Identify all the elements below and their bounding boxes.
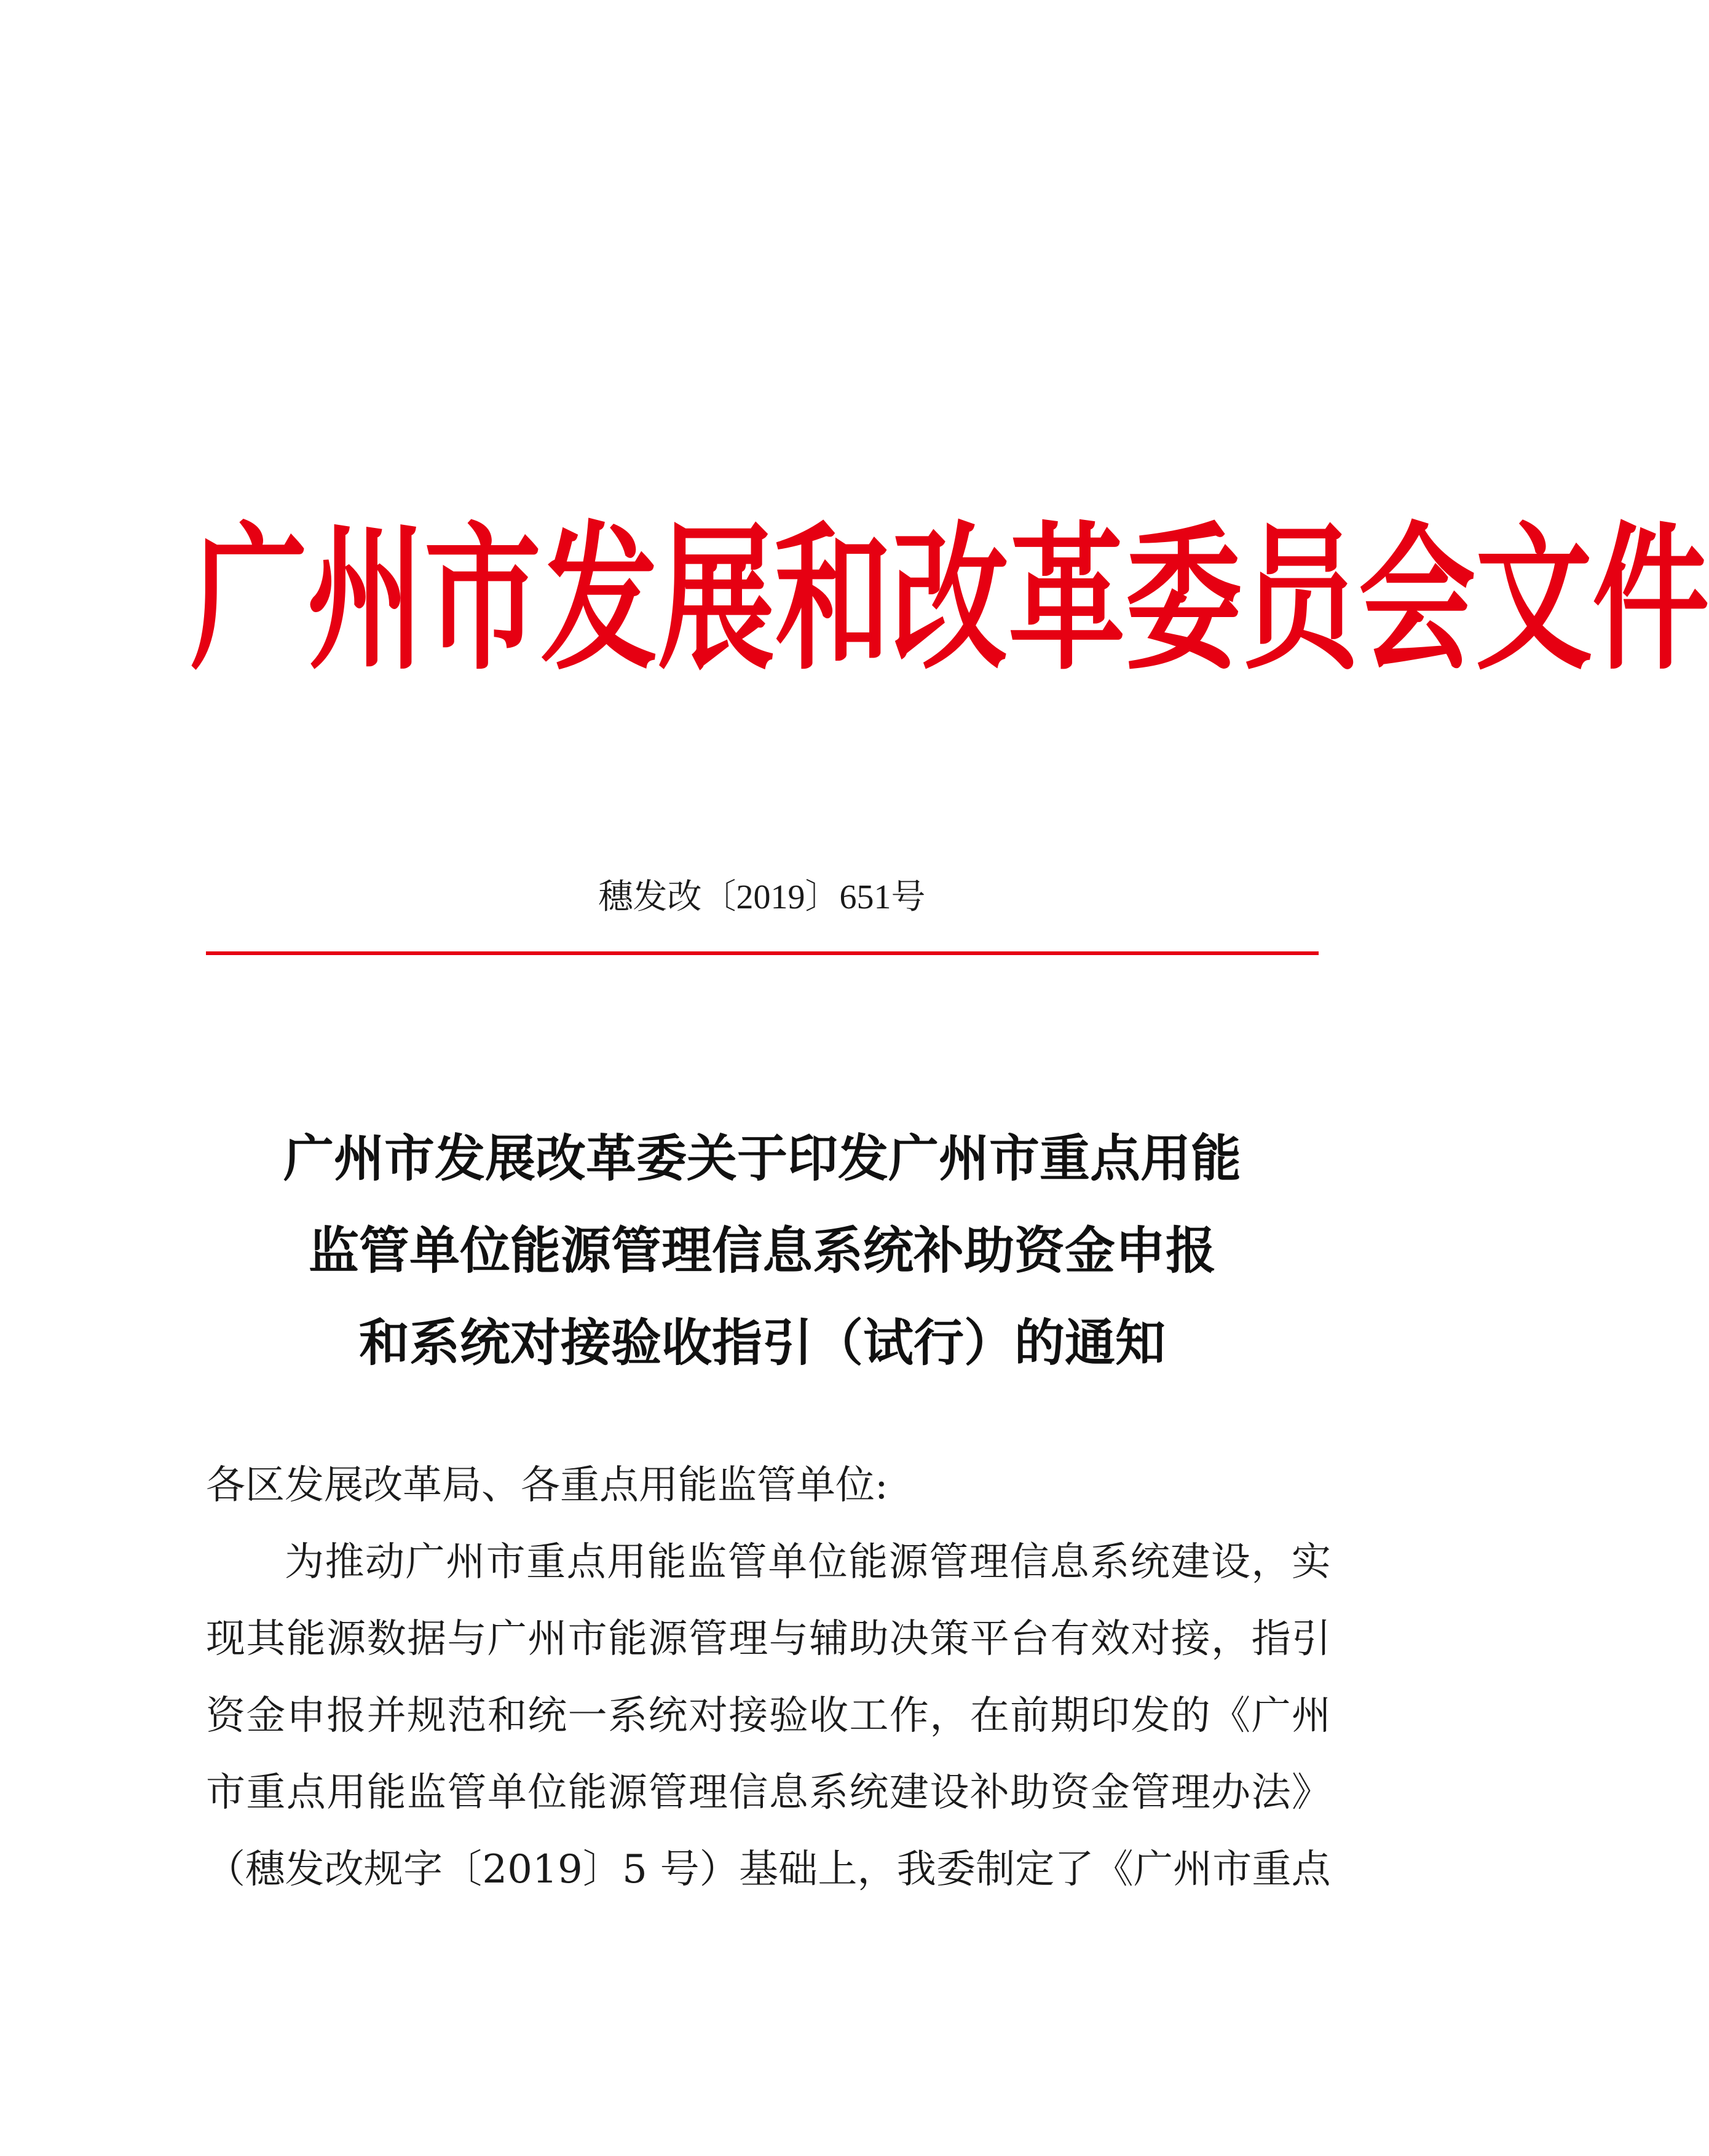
body-char: 建 xyxy=(889,1770,929,1816)
body-char: 范 xyxy=(447,1693,487,1739)
body-char: 与 xyxy=(447,1616,487,1662)
body-char: 州 xyxy=(527,1616,567,1662)
body-char: 助 xyxy=(1010,1770,1050,1816)
body-char: 穗 xyxy=(245,1847,285,1892)
body-char: 统 xyxy=(527,1693,567,1739)
body-char: 州 xyxy=(1173,1847,1212,1892)
body-char: 发 xyxy=(1131,1693,1170,1739)
notice-title-line: 广州市发展改革委关于印发广州市重点用能 xyxy=(283,1129,1241,1188)
body-char xyxy=(647,1831,660,1908)
body-char: 《 xyxy=(1211,1693,1251,1739)
body-char: 理 xyxy=(1170,1770,1210,1816)
body-char: 资 xyxy=(1050,1770,1090,1816)
body-char: 其 xyxy=(246,1616,286,1662)
body-char: 数 xyxy=(366,1616,406,1662)
document-body xyxy=(206,1447,1331,1908)
body-char: 位 xyxy=(808,1540,848,1585)
body-char: 广 xyxy=(487,1616,527,1662)
masthead-char: 广 xyxy=(191,506,308,691)
body-char: 《 xyxy=(1094,1847,1134,1892)
document-number: 穗发改〔2019〕651号 xyxy=(598,878,926,916)
body-char: 信 xyxy=(1009,1540,1049,1585)
body-char: 广 xyxy=(405,1540,445,1585)
body-char: 系 xyxy=(809,1770,849,1816)
body-char: 源 xyxy=(888,1540,928,1585)
body-char: 印 xyxy=(1090,1693,1130,1739)
body-char: 一 xyxy=(567,1693,607,1739)
masthead-char: 发 xyxy=(541,506,658,691)
masthead-char: 委 xyxy=(1125,506,1242,691)
body-char: 发 xyxy=(285,1847,325,1892)
body-char: 助 xyxy=(849,1616,889,1662)
body-char: 前 xyxy=(1010,1693,1050,1739)
paragraph-line xyxy=(206,1601,1331,1678)
body-char: 金 xyxy=(246,1693,286,1739)
body-char: 源 xyxy=(648,1616,688,1662)
body-char: 点 xyxy=(286,1770,326,1816)
body-char: 上 xyxy=(818,1847,858,1892)
notice-title-line: 和系统对接验收指引（试行）的通知 xyxy=(358,1313,1166,1372)
masthead-title xyxy=(191,506,1709,691)
salutation: 各区发展改革局、各重点用能监管单位: xyxy=(206,1463,888,1508)
body-char: 设 xyxy=(1210,1540,1250,1585)
body-char: 法 xyxy=(1251,1770,1291,1816)
body-char: 源 xyxy=(326,1616,366,1662)
body-char: 2 xyxy=(482,1847,508,1892)
body-char: 报 xyxy=(326,1693,366,1739)
body-char: 能 xyxy=(608,1616,648,1662)
body-char: 制 xyxy=(976,1847,1016,1892)
body-char: 〕 xyxy=(582,1847,622,1892)
body-char: 为 xyxy=(285,1540,324,1585)
body-char: 规 xyxy=(407,1693,447,1739)
body-char: 管 xyxy=(447,1770,487,1816)
masthead-char: 文 xyxy=(1475,506,1593,691)
body-char: 能 xyxy=(567,1770,607,1816)
body-char: 点 xyxy=(1291,1847,1331,1892)
body-char: 市 xyxy=(486,1540,526,1585)
body-char: 我 xyxy=(896,1847,936,1892)
body-char: 建 xyxy=(1170,1540,1210,1585)
body-char: 字 xyxy=(403,1847,443,1892)
body-char: 号 xyxy=(660,1847,700,1892)
body-char: ， xyxy=(857,1847,897,1892)
masthead-char: 州 xyxy=(307,506,425,691)
body-char: 了 xyxy=(1054,1847,1094,1892)
body-char: 实 xyxy=(1291,1540,1331,1585)
body-char: 办 xyxy=(1211,1770,1251,1816)
body-char: 广 xyxy=(1133,1847,1173,1892)
body-char: 补 xyxy=(969,1770,1009,1816)
body-char: 重 xyxy=(1252,1847,1292,1892)
body-char: 接 xyxy=(728,1693,768,1739)
body-char: 〔 xyxy=(443,1847,483,1892)
body-char: 市 xyxy=(206,1770,245,1816)
body-char: 规 xyxy=(363,1847,403,1892)
body-char: 息 xyxy=(1049,1540,1089,1585)
body-char: 现 xyxy=(206,1616,245,1662)
body-char: 决 xyxy=(889,1616,929,1662)
body-char: 信 xyxy=(728,1770,768,1816)
body-char: 平 xyxy=(969,1616,1009,1662)
body-char: 统 xyxy=(648,1693,688,1739)
body-char: 系 xyxy=(1090,1540,1130,1585)
body-char: ） xyxy=(699,1847,739,1892)
body-char: 管 xyxy=(1131,1770,1170,1816)
body-char: 辅 xyxy=(809,1616,849,1662)
body-char: 0 xyxy=(507,1847,532,1892)
body-char: 监 xyxy=(407,1770,447,1816)
body-char: 基 xyxy=(738,1847,778,1892)
body-char: 推 xyxy=(325,1540,365,1585)
masthead-char: 改 xyxy=(891,506,1009,691)
body-char: 5 xyxy=(622,1847,647,1892)
body-char: 单 xyxy=(487,1770,527,1816)
body-char: 》 xyxy=(1291,1770,1331,1816)
body-char: 点 xyxy=(566,1540,606,1585)
body-char: 有 xyxy=(1050,1616,1090,1662)
body-char: 资 xyxy=(206,1693,245,1739)
body-char: 委 xyxy=(936,1847,976,1892)
body-char: 位 xyxy=(527,1770,567,1816)
body-char: 和 xyxy=(487,1693,527,1739)
body-char: 指 xyxy=(1251,1616,1291,1662)
masthead-char: 员 xyxy=(1242,506,1359,691)
body-char: 能 xyxy=(366,1770,406,1816)
body-char: 收 xyxy=(809,1693,849,1739)
body-char: 理 xyxy=(688,1770,728,1816)
body-char: ， xyxy=(929,1693,969,1739)
body-char: 9 xyxy=(558,1847,583,1892)
body-char: 在 xyxy=(969,1693,1009,1739)
masthead-char: 革 xyxy=(1008,506,1126,691)
body-char: 效 xyxy=(1090,1616,1130,1662)
body-char: 申 xyxy=(286,1693,326,1739)
body-char: 台 xyxy=(1010,1616,1050,1662)
body-char: 重 xyxy=(526,1540,566,1585)
body-char: 期 xyxy=(1050,1693,1090,1739)
paragraph-line xyxy=(206,1831,1331,1908)
body-char: 市 xyxy=(567,1616,607,1662)
paragraph-line xyxy=(206,1524,1331,1601)
body-char: 验 xyxy=(768,1693,808,1739)
notice-title xyxy=(184,1112,1340,1389)
body-char: 定 xyxy=(1015,1847,1055,1892)
body-char: 管 xyxy=(727,1540,767,1585)
body-char: 与 xyxy=(768,1616,808,1662)
body-char: 对 xyxy=(1131,1616,1170,1662)
body-char: 能 xyxy=(647,1540,687,1585)
masthead-char: 件 xyxy=(1592,506,1709,691)
body-char: 统 xyxy=(849,1770,889,1816)
body-char: 据 xyxy=(407,1616,447,1662)
paragraph-line xyxy=(206,1678,1331,1755)
body-char: 改 xyxy=(324,1847,364,1892)
masthead-char: 会 xyxy=(1359,506,1476,691)
body-char: 州 xyxy=(1291,1693,1331,1739)
body-char: 对 xyxy=(688,1693,728,1739)
body-char: 监 xyxy=(687,1540,727,1585)
body-char: 接 xyxy=(1170,1616,1210,1662)
body-char: 用 xyxy=(607,1540,647,1585)
body-char: 能 xyxy=(286,1616,326,1662)
body-char: 础 xyxy=(778,1847,818,1892)
body-char: 理 xyxy=(969,1540,1009,1585)
body-char: （ xyxy=(206,1847,245,1892)
body-char: 重 xyxy=(246,1770,286,1816)
body-char: ， xyxy=(1211,1616,1251,1662)
masthead-char: 展 xyxy=(658,506,775,691)
body-char: 策 xyxy=(929,1616,969,1662)
paragraph-line xyxy=(206,1755,1331,1831)
body-char: ， xyxy=(1251,1540,1291,1585)
body-char: 工 xyxy=(849,1693,889,1739)
body-char: 管 xyxy=(688,1616,728,1662)
body-char: 管 xyxy=(929,1540,969,1585)
body-char: 1 xyxy=(532,1847,558,1892)
masthead-char: 和 xyxy=(775,506,892,691)
body-char: 系 xyxy=(608,1693,648,1739)
notice-title-line: 监管单位能源管理信息系统补助资金申报 xyxy=(308,1221,1216,1280)
body-char: 能 xyxy=(848,1540,888,1585)
body-char: 广 xyxy=(1251,1693,1291,1739)
body-char: 作 xyxy=(889,1693,929,1739)
body-char: 州 xyxy=(446,1540,486,1585)
body-char: 的 xyxy=(1170,1693,1210,1739)
body-char: 单 xyxy=(768,1540,808,1585)
body-char: 理 xyxy=(728,1616,768,1662)
body-char: 市 xyxy=(1212,1847,1252,1892)
body-char: 金 xyxy=(1090,1770,1130,1816)
body-char: 统 xyxy=(1130,1540,1170,1585)
red-divider-line xyxy=(206,951,1319,955)
body-char: 源 xyxy=(608,1770,648,1816)
body-char: 息 xyxy=(768,1770,808,1816)
masthead-char: 市 xyxy=(424,506,542,691)
body-char: 用 xyxy=(326,1770,366,1816)
body-char: 管 xyxy=(648,1770,688,1816)
body-char: 引 xyxy=(1291,1616,1331,1662)
body-char: 动 xyxy=(365,1540,405,1585)
body-char: 并 xyxy=(366,1693,406,1739)
body-char: 设 xyxy=(929,1770,969,1816)
